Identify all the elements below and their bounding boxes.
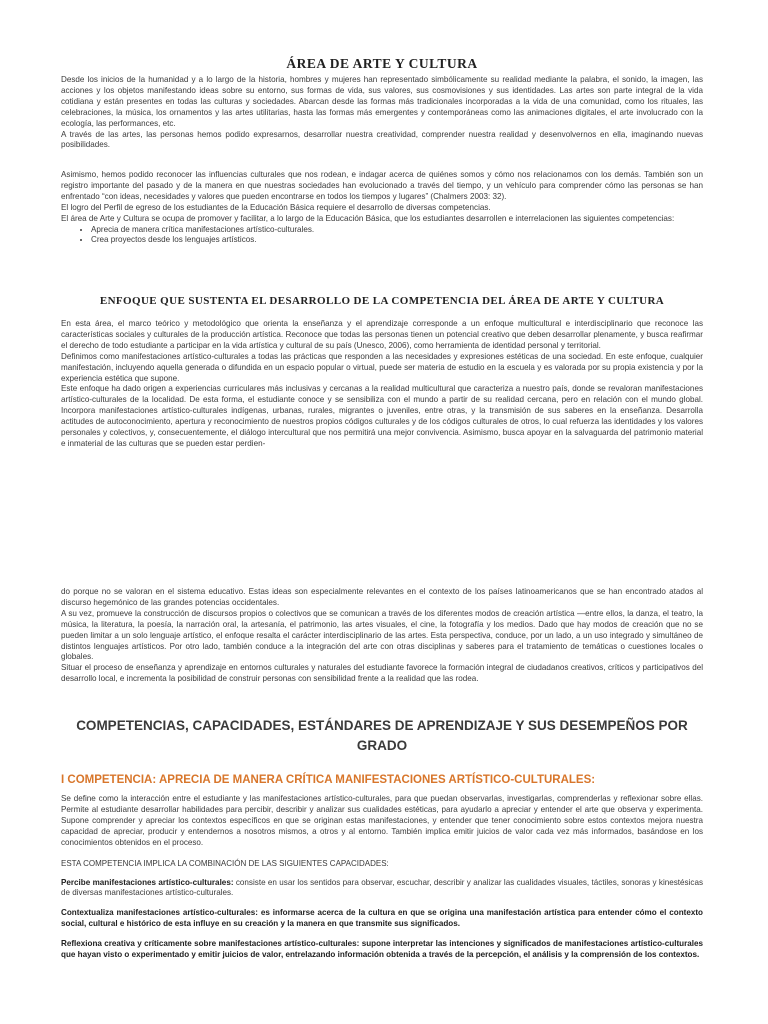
section-area-arte-cultura: [61, 56, 703, 151]
section-enfoque-continued: [61, 587, 703, 685]
competencies-list: [61, 225, 703, 247]
list-item: • Crea proyectos desde los lenguajes artísticos.: [91, 235, 703, 246]
capacity-reflect: Reflexiona creativa y críticamente sobre manifestaciones artístico-culturales: supone interpretar las intenciones y significados de manifestaciones artístico-culturales que hayan visto o experimentado y emitir juicios de valor, entrelazando información obtenida a través de la percepción, el análisis y la comprensión de los contextos.: [61, 939, 703, 960]
section-title-competencias: COMPETENCIAS, CAPACIDADES, ESTÁNDARES DE APRENDIZAJE Y SUS DESEMPEÑOS POR GRADO: [76, 718, 688, 753]
competency-title: I COMPETENCIA: APRECIA DE MANERA CRÍTICA MANIFESTACIONES ARTÍSTICO-CULTURALES:: [61, 774, 596, 786]
intro-paragraph-3: Asimismo, hemos podido reconocer las influencias culturales que nos rodean, e indagar acerca de quiénes somos y cómo nos relacionamos con los demás. También son un registro importante del pasado y de la manera en que nuestras sociedades han evolucionado a través del tiempo, y un vehículo para comprender cómo las personas se han enfrentado “con ideas, necesidades y valores que pueden encontrarse en todos los tiempos y lugares” (Chalmers 2003: 32).: [61, 170, 703, 201]
capacity-perceive: [61, 878, 703, 900]
intro-paragraph-5: El área de Arte y Cultura se ocupa de promover y facilitar, a lo largo de la Educación Básica, que los estudiantes desarrollen e interrelacionen las siguientes competencias:: [61, 213, 675, 223]
intro-paragraph-1: Desde los inicios de la humanidad y a lo largo de la historia, hombres y mujeres han representado simbólicamente su realidad mediante la palabra, el sonido, la imagen, las acciones y los objetos manifestando ideas sobre su entorno, sus formas de vida, sus valores, sus cosmovisiones y sus identidades. Las artes son parte integral de la vida cotidiana y están presentes en todas las culturas y sociedades. Abarcan desde las formas más tradicionales incorporadas a la vida de una comunidad, como los rituales, las celebraciones, la música, los ornamentos y las artes utilitarias, hasta las formas más emergentes y contemporáneas como las animaciones digitales, el arte involucrado con la ecología, las performances, etc.: [61, 75, 703, 128]
enfoque-paragraph-4: do porque no se valoran en el sistema educativo. Estas ideas son especialmente relevantes en el contexto de los países latinoamericanos que se han encontrado atados al discurso hegemónico de las grandes potencias occidentales.: [61, 587, 703, 607]
capacities-heading: ESTA COMPETENCIA IMPLICA LA COMBINACIÓN DE LAS SIGUIENTES CAPACIDADES:: [61, 858, 389, 868]
enfoque-paragraph-1: En esta área, el marco teórico y metodológico que orienta la enseñanza y el aprendizaje corresponde a un enfoque multicultural e interdisciplinario que reconoce las características sociales y culturales de la producción artística. Reconoce que todas las personas tienen un potencial creativo que deben desarrollar plenamente, y busca reafirmar el derecho de todo estudiante a participar en la vida artística y cultural de su país (Unesco, 2006), como herramienta de identidad personal y territorial.: [61, 319, 703, 350]
capacity-perceive-lead: Percibe manifestaciones artístico-culturales:: [61, 877, 234, 887]
intro-paragraph-4: El logro del Perfil de egreso de los estudiantes de la Educación Básica requiere el desarrollo de diversas competencias.: [61, 202, 491, 212]
intro-paragraph-2: A través de las artes, las personas hemos podido expresarnos, desarrollar nuestra creatividad, comprender nuestra realidad y desenvolvernos en ella, imaginando nuevas posibilidades.: [61, 129, 703, 150]
capacity-contextualize: Contextualiza manifestaciones artístico-culturales: es informarse acerca de la cultura en que se origina una manifestación artística para entender cómo el contexto social, cultural e histórico de esta influye en su creación y la manera en que transmite sus significados.: [61, 908, 703, 929]
competency-definition: Se define como la interacción entre el estudiante y las manifestaciones artístico-culturales, para que puedan observarlas, investigarlas, comprenderlas y reflexionar sobre ellas. Permite al estudiante desarrollar habilidades para percibir, describir y analizar sus cualidades estéticas, para ayudarlo a apreciar y entender el arte que observa y experimenta. Supone comprender y apreciar los contextos específicos en que se originan estas manifestaciones, y entender que tener conocimiento sobre estos contextos mejora nuestra capacidad de apreciar, producir y entendernos a nosotros mismos, a otros y al entorno. También implica emitir juicios de valor cada vez más informados, basándose en los conocimientos obtenidos en el proceso.: [61, 794, 703, 847]
page-title: ÁREA DE ARTE Y CULTURA: [286, 56, 478, 71]
capacity-perceive-text: consiste en usar los sentidos para observar, escuchar, describir y analizar las cualidades visuales, táctiles, sonoras y kinestésicas de diversas manifestaciones artístico-culturales.: [61, 877, 704, 898]
section-enfoque: [61, 295, 703, 450]
section-title-enfoque: ENFOQUE QUE SUSTENTA EL DESARROLLO DE LA COMPETENCIA DEL ÁREA DE ARTE Y CULTURA: [99, 295, 665, 307]
section-competencia-1: [61, 774, 703, 961]
enfoque-paragraph-6: Situar el proceso de enseñanza y aprendizaje en entornos culturales y naturales del estudiante favorece la formación integral de ciudadanos creativos, críticos y participativos del desarrollo local, e incrementa la posibilidad de construir personas con sensibilidad frente a la realidad que las rodea.: [61, 663, 703, 684]
enfoque-paragraph-2: Definimos como manifestaciones artístico-culturales a todas las prácticas que responden a las necesidades y expresiones estéticas de una sociedad. En este enfoque, cualquier manifestación, incluyendo aquella generada o difundida en un espacio popular o virtual, puede ser materia de estudio en la escuela y es valorada por su propia existencia y por la experiencia estética que supone.: [61, 351, 703, 383]
enfoque-paragraph-5: A su vez, promueve la construcción de discursos propios o colectivos que se comunican a través de los diferentes modos de creación artística —entre ellos, la danza, el teatro, la música, la literatura, la poesía, la narración oral, la artesanía, el patrimonio, las artes visuales, el cine, la fotografía y los medios. Dado que hay modos de creación que no se pueden limitar a un solo lenguaje artístico, el enfoque resalta el carácter interdisciplinario de las artes. Esta perspectiva, conduce, por un lado, a un uso integrado y simultáneo de distintos lenguajes artísticos. Por otro lado, también conduce a la integración del arte con otras disciplinas y saberes para el tratamiento de temáticas o cuestiones locales o globales.: [61, 608, 703, 662]
list-item: • Aprecia de manera crítica manifestaciones artístico-culturales.: [91, 225, 703, 236]
enfoque-paragraph-3: Este enfoque ha dado origen a experiencias curriculares más inclusivas y cercanas a la realidad multicultural que caracteriza a nuestro país, donde se revaloran manifestaciones artístico-culturales de la localidad. De esta forma, el estudiante conoce y se sensibiliza con el mundo a partir de su realidad cercana, pero en relación con el mundo global. Incorpora manifestaciones artístico-culturales indígenas, urbanas, rurales, migrantes o juveniles, entre otras, y la transmisión de sus saberes en la enseñanza. Desarrolla actitudes de autoconocimiento, apertura y reconocimiento de nuestros propios códigos culturales y de los códigos culturales de otros, lo cual refuerza las identidades y los valores personales y colectivos, y, consecuentemente, el diálogo intercultural que nos permitirá una mejor convivencia. Asimismo, busca apoyar en la salvaguarda del patrimonio material e inmaterial de las culturas que se pueden estar perdien-: [61, 384, 703, 448]
section-competencias-header: [61, 716, 703, 756]
section-intro-continued: [61, 170, 703, 246]
